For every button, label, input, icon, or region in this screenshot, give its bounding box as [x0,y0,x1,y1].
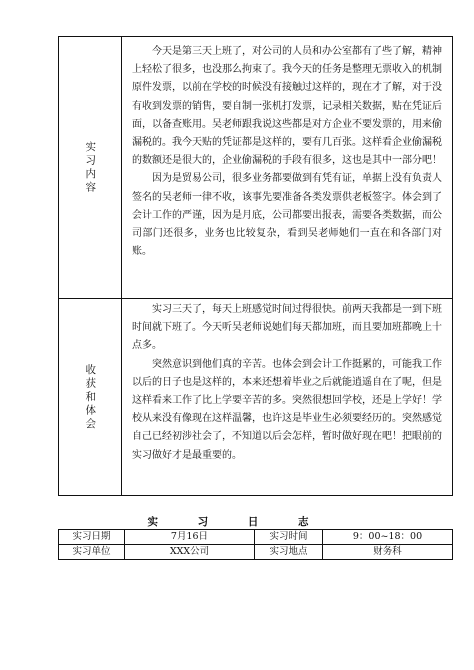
location-value: 财务科 [373,546,402,557]
unit-label: 实习单位 [59,545,125,560]
date-label: 实习日期 [59,530,125,544]
gains-text [122,299,452,496]
content-paragraph: 因为是贸易公司，很多业务都要做到有凭有证，单据上没有负责人签名的吴老师一律不收，该事先要准备各类发票供老板签字。体会到了会计工作的严谨，因为是月底，公司都要出报表，需要各类数据，而公司部门还很多，业务也比较复杂，看到吴老师她们一直在和各部门对账。 [132,173,442,258]
internship-content-label-cell [59,37,122,298]
log-title: 实 习 日 志 [147,516,327,528]
time-label: 实习时间 [255,530,323,544]
time-value: 9：00~18：00 [352,531,423,542]
gains-paragraph: 突然意识到他们真的辛苦。也体会到会计工作挺累的，可能我工作以后的日子也是这样的，本来还想着毕业之后就能逍遥自在了呢，但是这样看来工作了比上学要辛苦的多。突然很想回学校，还是上学好！学校从来没有像现在这样温馨，也许这是毕业生必须要经历的。突然感觉自己已经初涉社会了，不知道以后会怎样，暂时做好现在吧！把眼前的实习做好才是最重要的。 [132,358,442,461]
internship-content-text [122,37,452,298]
journal-table [58,36,453,496]
gains-label: 收获和体会 [84,363,97,432]
gains-label-cell [59,299,122,496]
gains-paragraph: 实习三天了，每天上班感觉时间过得很快。前两天我都是一到下班时间就下班了。今天听吴老师说她们每天都加班，而且要加班都晚上十点多。 [132,304,442,352]
location-label: 实习地点 [255,545,323,560]
gains-row [59,299,452,496]
internship-content-row [59,37,452,299]
log-info-table [58,529,453,560]
internship-content-label: 实习内容 [84,140,97,195]
unit-value: XXX公司 [125,545,255,560]
content-paragraph: 今天是第三天上班了，对公司的人员和办公室都有了些了解，精神上轻松了很多，也没那么拘束了。我今天的任务是整理无票收入的机制原件发票，以前在学校的时候没有接触过这样的，现在才了解，对于没有收到发票的销售，要自制一张机打发票，记录相关数据，贴在凭证后面，以备查账用。吴老师跟我说这些都是对方企业不要发票的，用来偷漏税的。我今天贴的凭证都是这样的，要有几百张。这样看企业偷漏税的数额还是很大的，企业偷漏税的手段有很多，这也是其中一部分吧！ [132,46,442,167]
log-info-row [59,545,452,560]
date-value: 7月16日 [125,530,255,544]
log-info-row [59,530,452,545]
